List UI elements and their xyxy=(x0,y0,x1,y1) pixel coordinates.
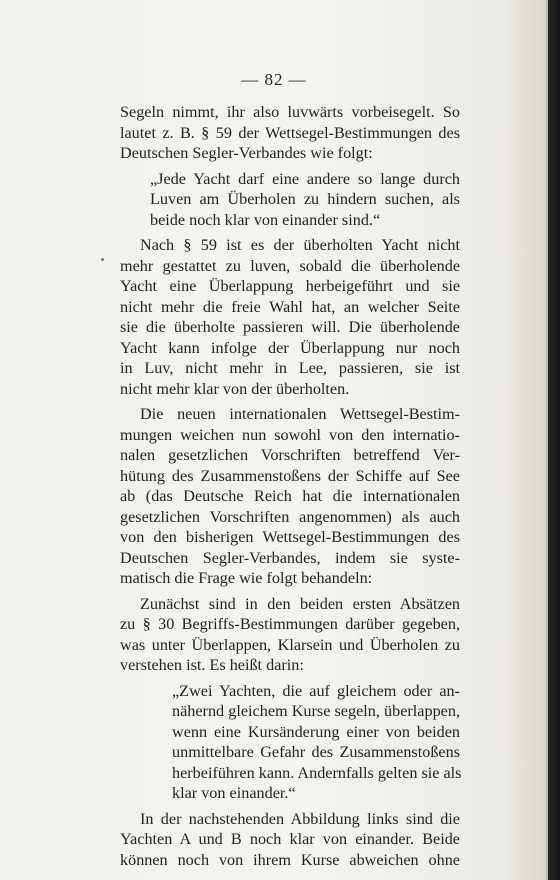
text-line: Deutschen Segler-Verbandes, indem sie syste- xyxy=(120,548,460,567)
text-line: zu § 30 Begriffs-Bestimmungen darüber gegeben, xyxy=(120,615,460,633)
text-line: In der nachstehenden Abbildung links sind die xyxy=(140,809,460,828)
quote-line: herbeiführen kann. Andernfalls gelten sie als xyxy=(172,763,462,782)
book-spine-edge xyxy=(548,0,560,880)
text-line: ab (das Deutsche Reich hat die internationalen xyxy=(120,487,460,505)
text-line: gesetzlichen Vorschriften angenommen) als auch xyxy=(120,507,460,526)
text-line: was unter Überlappen, Klarsein und Überholen zu xyxy=(120,635,460,654)
page-number: — 82 — xyxy=(241,70,307,89)
text-line: von den bisherigen Wettsegel-Bestimmungen des xyxy=(120,528,460,546)
paragraph-3 xyxy=(120,404,460,589)
body-text xyxy=(120,102,460,870)
text-line: sie die überholte passieren will. Die überholende xyxy=(120,318,460,336)
text-line: lautet z. B. § 59 der Wettsegel-Bestimmungen des xyxy=(120,123,460,142)
text-line: hütung des Zusammenstoßens der Schiffe auf See xyxy=(120,466,460,485)
quote-line: wenn eine Kursänderung einer von beiden xyxy=(172,722,460,741)
text-line: nicht mehr die freie Wahl hat, an welcher Seite xyxy=(120,297,460,316)
text-line: nicht mehr klar von der überholten. xyxy=(120,379,350,398)
text-line: mungen weichen nun sowohl von den internatio- xyxy=(120,425,460,444)
quote-2 xyxy=(120,681,460,804)
quote-line: unmittelbare Gefahr des Zusammenstoßens xyxy=(172,743,460,761)
text-line: Die neuen internationalen Wettsegel-Bestim- xyxy=(140,405,460,423)
text-line: können noch von ihrem Kurse abweichen ohne xyxy=(120,850,460,869)
text-line: Yacht eine Überlappung herbeigeführt und sie xyxy=(120,277,460,295)
text-line: Nach § 59 ist es der überholten Yacht nicht xyxy=(140,236,460,254)
text-line: in Luv, nicht mehr in Lee, passieren, sie ist xyxy=(120,359,460,377)
quote-line: „Zwei Yachten, die auf gleichem oder an- xyxy=(172,681,460,700)
quote-line: klar von einander.“ xyxy=(172,784,296,802)
text-line: Yachten A und B noch klar von einander. Beide xyxy=(120,830,460,848)
quote-line: beide noch klar von einander sind.“ xyxy=(150,210,381,229)
text-line: nalen gesetzlichen Vorschriften betreffend Ver- xyxy=(120,446,460,464)
text-line: Deutschen Segler-Verbandes wie folgt: xyxy=(120,144,373,162)
text-line: mehr gestattet zu luven, sobald die überholende xyxy=(120,256,460,275)
text-line: matisch die Frage wie folgt behandeln: xyxy=(120,569,373,587)
paragraph-5 xyxy=(120,809,460,871)
paragraph-2 xyxy=(120,235,460,399)
text-line: Segeln nimmt, ihr also luvwärts vorbeisegelt. So xyxy=(120,103,460,121)
paragraph-4 xyxy=(120,594,460,676)
quote-line: nähernd gleichem Kurse segeln, überlappen, xyxy=(172,702,460,720)
paragraph-1 xyxy=(120,102,460,164)
text-line: Zunächst sind in den beiden ersten Absätzen xyxy=(140,594,460,613)
text-line: verstehen ist. Es heißt darin: xyxy=(120,656,304,674)
quote-1 xyxy=(120,169,460,231)
margin-speck xyxy=(101,258,104,261)
quote-line: Luven am Überholen zu hindern suchen, als xyxy=(150,190,460,208)
quote-line: „Jede Yacht darf eine andere so lange durch xyxy=(150,169,460,188)
text-line: Yacht kann infolge der Überlappung nur noch xyxy=(120,338,460,357)
